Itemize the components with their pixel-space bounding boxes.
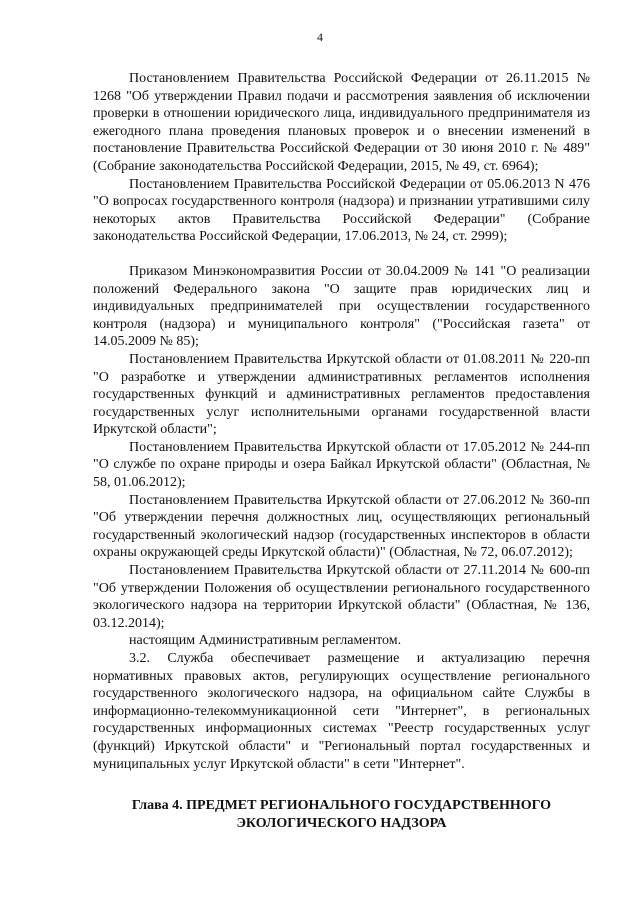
paragraph-decree-1268: Постановлением Правительства Российской Федерации от 26.11.2015 № 1268 "Об утверждении Правил подачи и рассмотрения заявления об исключении проверки в отношении юридического лица, индивидуального предпринимателя из ежегодного плана проведения плановых проверок и о внесении изменений в постановление Правительства Российской Федерации от 30 июня 2010 г. № 489" (Собрание законодательства Российской Федерации, 2015, № 49, ст. 6964); [93, 71, 590, 174]
paragraph-section-3-2: 3.2. Служба обеспечивает размещение и актуализацию перечня нормативных правовых актов, регулирующих осуществление регионального государственного экологического надзора, на официальном сайте Службы в информационно-телекоммуникационной сети "Интернет", в региональных государственных информационных системах "Реестр государственных услуг (функций) Иркутской области" и "Региональный портал государственных и муниципальных услуг Иркутской области" в сети "Интернет". [93, 651, 590, 772]
paragraph-order-141: Приказом Минэкономразвития России от 30.04.2009 № 141 "О реализации положений Федерального закона "О защите прав юридических лиц и индивидуальных предпринимателей при осуществлении государственного контроля (надзора) и муниципального контроля" ("Российская газета" от 14.05.2009 № 85); [93, 263, 590, 350]
paragraph-decree-476: Постановлением Правительства Российской Федерации от 05.06.2013 N 476 "О вопросах государственного контроля (надзора) и признании утратившими силу некоторых актов Правительства Российской Федерации" (Собрание законодательства Российской Федерации, 17.06.2013, № 24, ст. 2999); [93, 176, 590, 245]
document-body [93, 70, 590, 773]
paragraph-decree-220-pp: Постановлением Правительства Иркутской области от 01.08.2011 № 220-пп "О разработке и утверждении административных регламентов исполнения государственных функций и административных регламентов предоставления государственных услуг исполнительными органами государственной власти Иркутской области"; [93, 351, 590, 438]
chapter-heading: Глава 4. ПРЕДМЕТ РЕГИОНАЛЬНОГО ГОСУДАРСТВЕННОГО ЭКОЛОГИЧЕСКОГО НАДЗОРА [131, 798, 552, 831]
paragraph-decree-244-pp: Постановлением Правительства Иркутской области от 17.05.2012 № 244-пп "О службе по охране природы и озера Байкал Иркутской области" (Областная, № 58, 01.06.2012); [93, 439, 590, 491]
paragraph-this-regulation: настоящим Административным регламентом. [129, 633, 402, 649]
paragraph-decree-360-pp: Постановлением Правительства Иркутской области от 27.06.2012 № 360-пп "Об утверждении перечня должностных лиц, осуществляющих региональный государственный экологический надзор (государственных инспекторов в области охраны окружающей среды Иркутской области)" (Областная, № 72, 06.07.2012); [93, 492, 590, 561]
paragraph-decree-600-pp: Постановлением Правительства Иркутской области от 27.11.2014 № 600-пп "Об утверждении Положения об осуществлении регионального государственного экологического надзора на территории Иркутской области" (Областная, № 136, 03.12.2014); [93, 563, 590, 631]
page-number: 4 [317, 30, 323, 44]
